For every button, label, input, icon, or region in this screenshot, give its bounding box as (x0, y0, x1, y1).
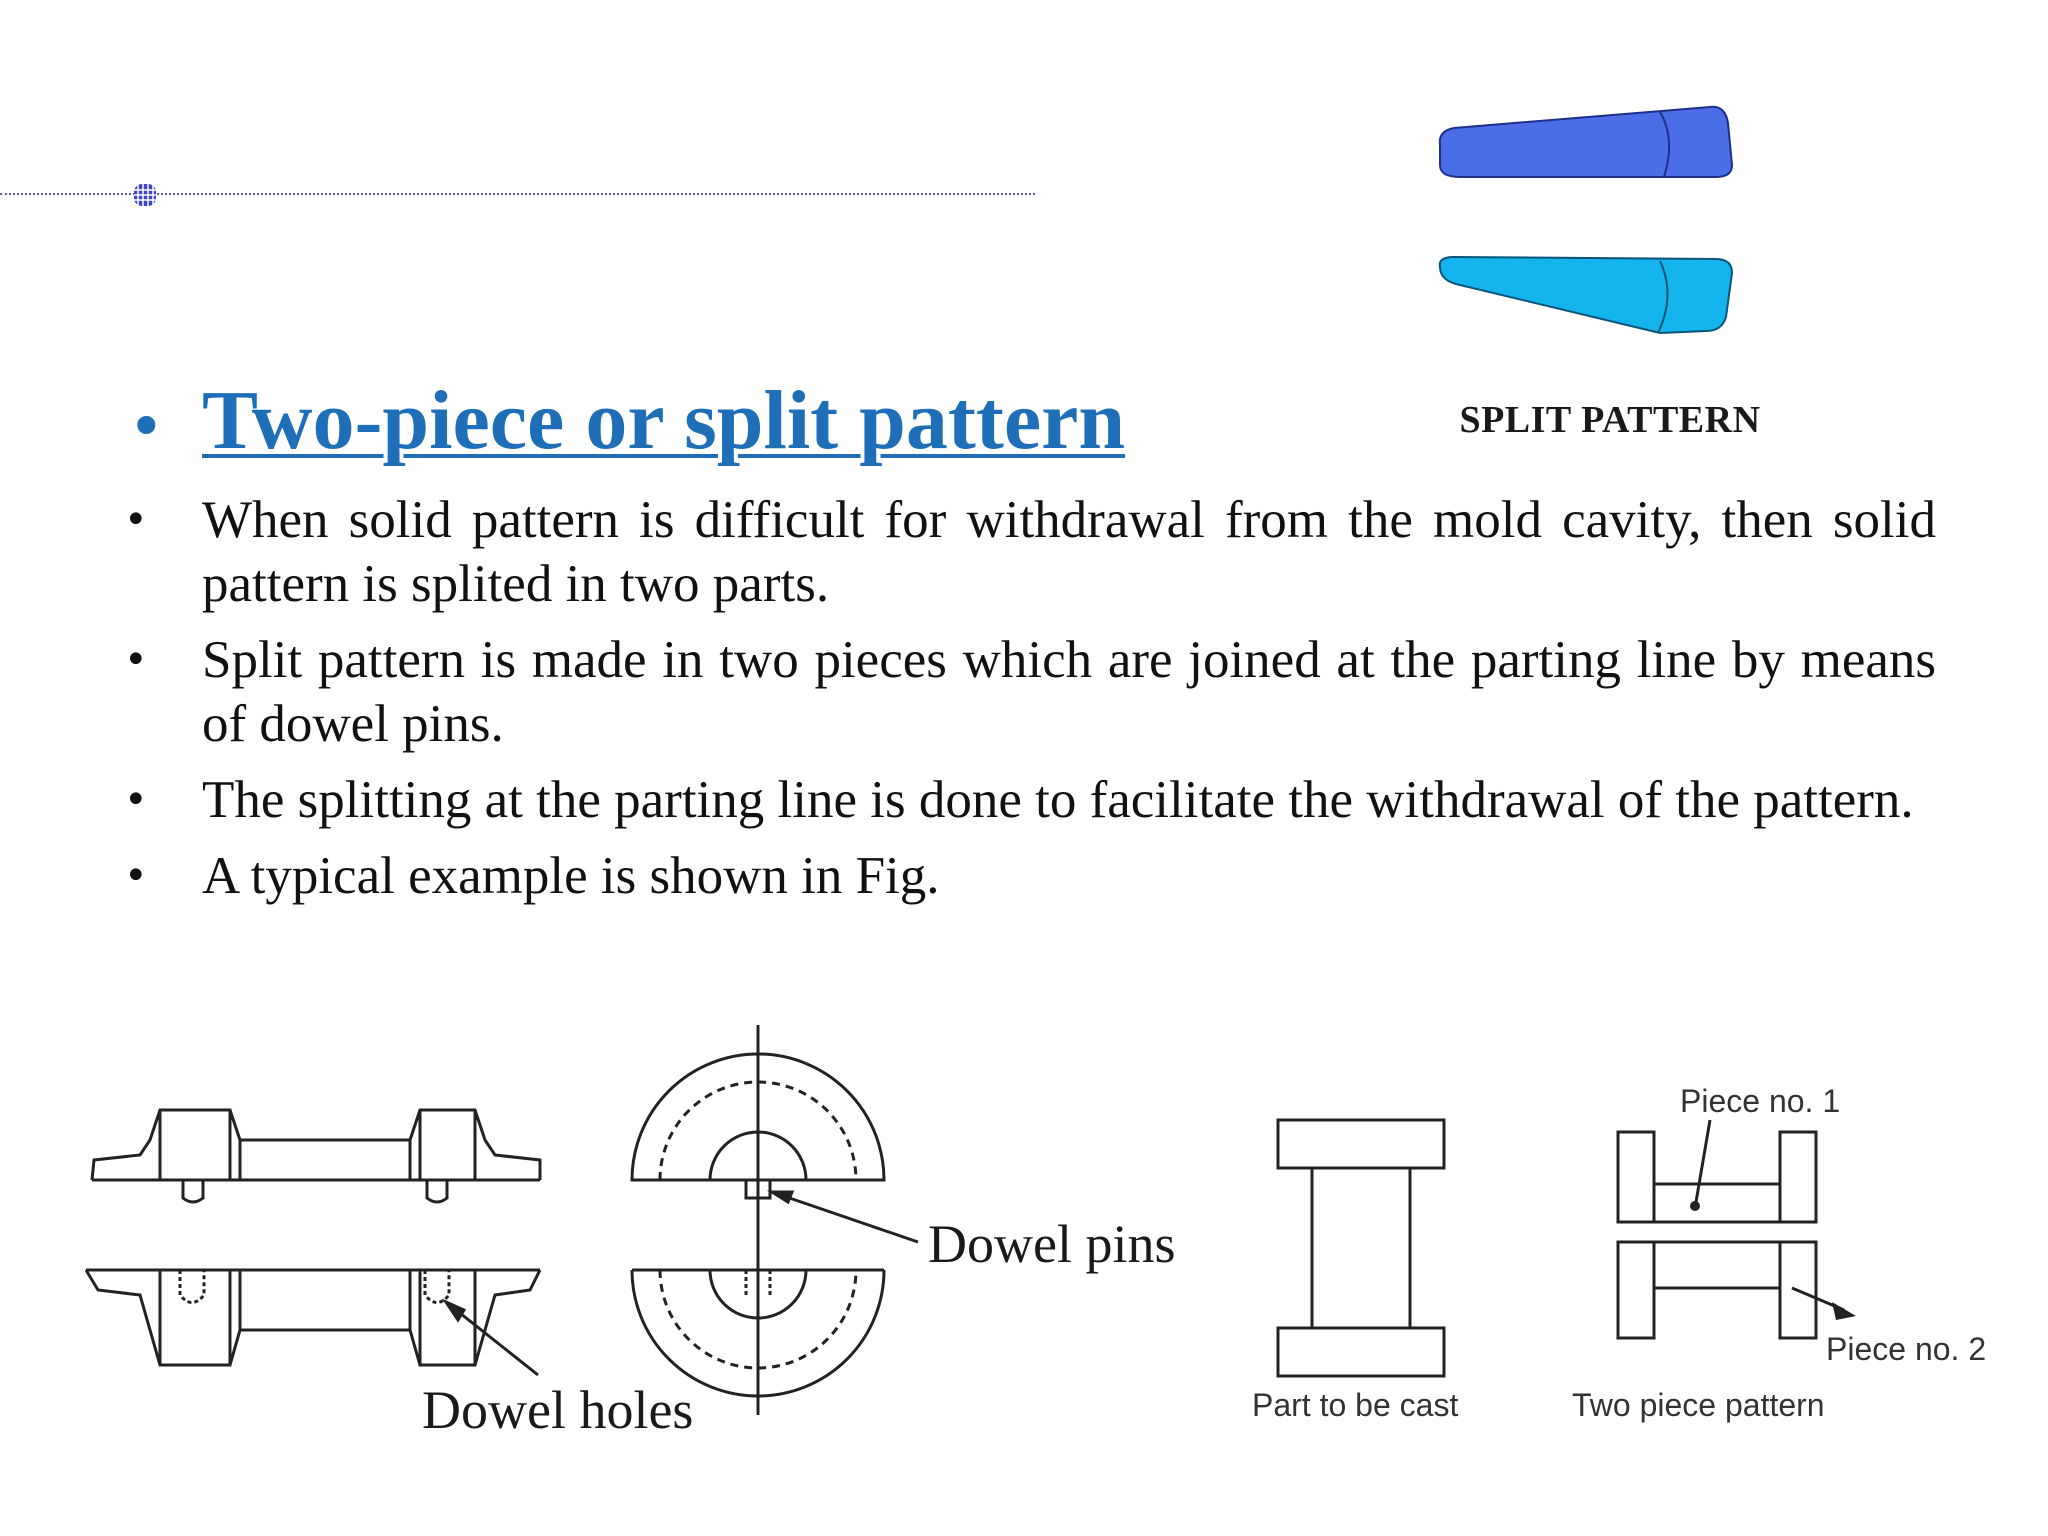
bullet-text: The splitting at the parting line is done to facilitate the withdrawal of the pattern. (202, 771, 1914, 829)
split-pattern-diagram (80, 1020, 2010, 1440)
heading-title: Two-piece or split pattern (202, 374, 1126, 467)
bullet-text: Split pattern is made in two pieces which are joined at the parting line by means of dowel pins. (202, 631, 1936, 753)
bullet-item (118, 844, 1936, 908)
bullet-dot: • (124, 853, 148, 899)
bullet-dot: • (124, 777, 148, 823)
part-to-be-cast-caption: Part to be cast (1252, 1387, 1459, 1423)
pattern-end-view (632, 1025, 918, 1415)
piece-1-label: Piece no. 1 (1680, 1083, 1841, 1119)
split-pattern-caption: SPLIT PATTERN (1459, 399, 1761, 441)
bullet-item (118, 628, 1936, 756)
heading-bullet: • (128, 390, 165, 463)
bullet-item (118, 488, 1936, 616)
decorative-knot-icon (130, 180, 160, 210)
bullet-text: A typical example is shown in Fig. (202, 847, 940, 905)
slide-heading (128, 372, 1125, 469)
split-pattern-bottom-piece (1440, 257, 1732, 333)
bullet-dot: • (124, 637, 148, 683)
pattern-upper-half-side-view (92, 1110, 540, 1202)
pattern-lower-half-side-view (86, 1270, 540, 1375)
dowel-holes-label: Dowel holes (422, 1380, 694, 1440)
bullet-item (118, 768, 1936, 832)
bullet-list (118, 488, 1936, 920)
split-pattern-top-piece (1440, 107, 1732, 177)
part-to-be-cast-figure (1278, 1120, 1444, 1376)
split-pattern-figure (1420, 95, 1800, 355)
piece-2-label: Piece no. 2 (1826, 1331, 1987, 1367)
two-piece-pattern-caption: Two piece pattern (1572, 1387, 1825, 1423)
dowel-pins-label: Dowel pins (928, 1214, 1176, 1274)
bullet-dot: • (124, 497, 148, 543)
bullet-text: When solid pattern is difficult for withdrawal from the mold cavity, then solid pattern is splited in two parts. (202, 491, 1936, 613)
two-piece-pattern-figure (1618, 1120, 1844, 1338)
